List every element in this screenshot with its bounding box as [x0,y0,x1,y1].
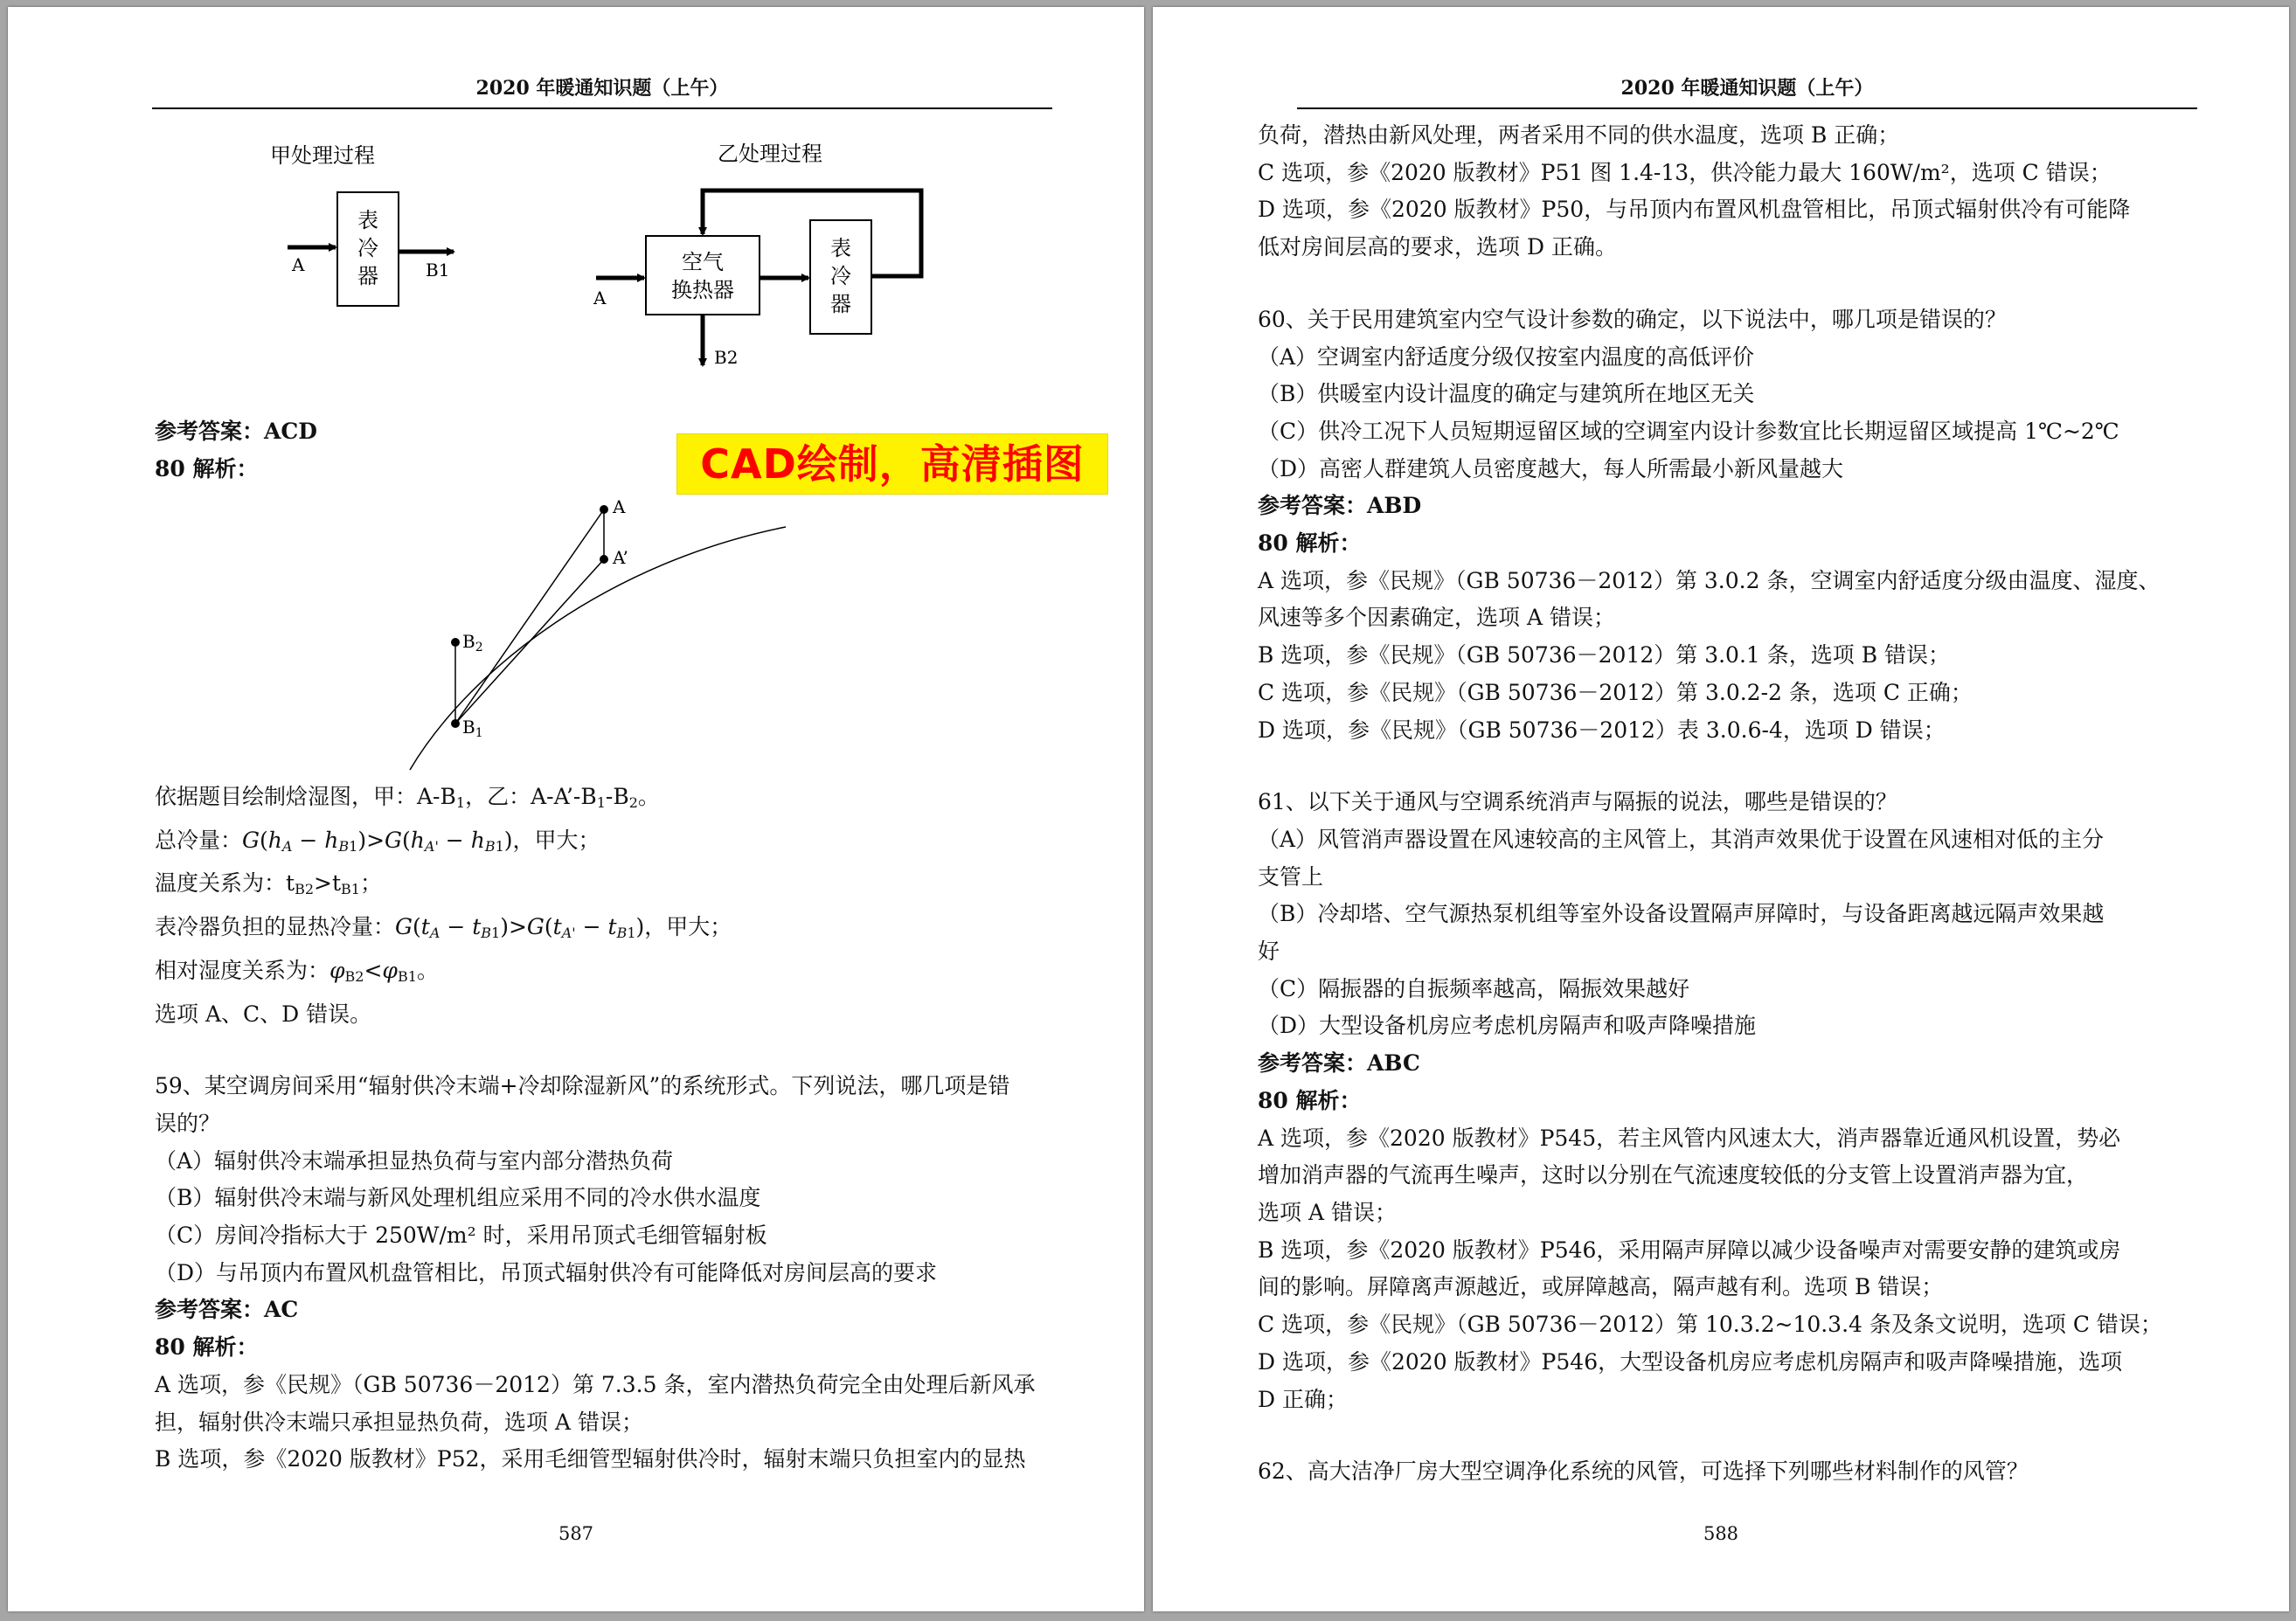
q59-title-1: 59、某空调房间采用“辐射供冷末端+冷却除湿新风”的系统形式。下列说法，哪几项是错 [155,1073,1010,1099]
q60-option-d: （D）高密人群建筑人员密度越大，每人所需最小新风量越大 [1258,455,1844,481]
explain-line-4: 表冷器负担的显热冷量：$G(t_A - t_{B1})>G(t_{A'} - t_{B1})$，甲大； [155,914,732,942]
label-point-a-prime: A’ [613,547,628,568]
q60-option-a: （A）空调室内舒适度分级仅按室内温度的高低评价 [1258,343,1755,370]
label-b2: B2 [714,347,739,368]
answer-60: 参考答案：ABD [1258,493,1422,519]
heat-exchanger-box [646,236,760,315]
q61-option-a-2: 支管上 [1258,863,1324,890]
page-588 [1153,7,2289,1611]
q61-exp-7: D 选项，参《2020 版教材》P546，大型设备机房应考虑机房隔声和吸声降噪措施，选项 [1258,1348,2123,1375]
explain-line-3: 温度关系为：$t_{B2}>t_{B1}$； [155,870,382,898]
q59-option-c: （C）房间冷指标大于 250W/m² 时，采用吊顶式毛细管辐射板 [155,1223,767,1249]
line-a-b1 [455,509,604,724]
explain-line-5: 相对湿度关系为：$\varphi_{B2}<\varphi_{B1}$。 [155,957,439,985]
top-line-3: D 选项，参《2020 版教材》P50，与吊顶内布置风机盘管相比，吊顶式辐射供冷有可能降 [1258,197,2131,223]
q60-option-c: （C）供冷工况下人员短期逗留区域的空调室内设计参数宜比长期逗留区域提高 1℃~2℃ [1258,418,2119,444]
q61-exp-2: 增加消声器的气流再生噪声，这时以分别在气流速度较低的分支管上设置消声器为宜， [1258,1162,2089,1188]
point-a [600,505,608,514]
top-line-2: C 选项，参《2020 版教材》P51 图 1.4-13，供冷能力最大 160W/m²，选项 C 错误； [1258,159,2112,185]
q60-exp-3: B 选项，参《民规》（GB 50736－2012）第 3.0.1 条，选项 B 错误； [1258,642,1951,668]
q60-exp-4: C 选项，参《民规》（GB 50736－2012）第 3.0.2-2 条，选项 C 正确； [1258,679,1973,705]
page-header: 2020 年暖通知识题（上午） [152,73,1052,109]
cooler-right-char-2: 冷 [830,264,851,288]
q61-option-c: （C）隔振器的自振频率越高，隔振效果越好 [1258,975,1690,1001]
q60-exp-2: 风速等多个因素确定，选项 A 错误； [1258,605,1615,631]
analysis-58: 80 解析： [155,455,259,481]
right-page-body [1258,117,2167,1491]
heat-exchanger-line1: 空气 [682,250,724,274]
explanation-58 [155,779,1050,1479]
explain-line-2: 总冷量：$G(h_A - h_{B1})>G(h_{A'} - h_{B1})$，甲大； [155,827,600,855]
label-a-left: A [292,254,305,275]
q61-title: 61、以下关于通风与空调系统消声与隔振的说法，哪些是错误的？ [1258,789,1897,815]
point-a-prime [600,555,608,564]
analysis-59: 80 解析： [155,1334,259,1361]
q59-option-b: （B）辐射供冷末端与新风处理机组应采用不同的冷水供水温度 [155,1185,761,1211]
cooler-char-1: 表 [357,208,378,232]
page-number: 588 [1703,1523,1739,1544]
q60-option-b: （B）供暖室内设计温度的确定与建筑所在地区无关 [1258,381,1755,407]
q62-title: 62、高大洁净厂房大型空调净化系统的风管，可选择下列哪些材料制作的风管？ [1258,1458,2029,1485]
cooler-right-char-1: 表 [830,236,851,260]
cooler-char-2: 冷 [357,236,378,260]
q59-exp-2: 担，辐射供冷末端只承担显热负荷，选项 A 错误； [155,1409,643,1435]
label-a-right: A [593,287,607,308]
top-line-4: 低对房间层高的要求，选项 D 正确。 [1258,234,1617,260]
q59-title-2: 误的？ [155,1110,221,1136]
answer-61: 参考答案：ABC [1258,1050,1420,1077]
q60-exp-5: D 选项，参《民规》（GB 50736－2012）表 3.0.6-4，选项 D 错误； [1258,717,1946,743]
q61-exp-3: 选项 A 错误； [1258,1199,1397,1225]
answer-58-block [155,413,1050,488]
q61-option-b-1: （B）冷却塔、空气源热泵机组等室外设备设置隔声屏障时，与设备距离越远隔声效果越 [1258,901,2105,927]
q61-option-a-1: （A）风管消声器设置在风速较高的主风管上，其消声效果优于设置在风速相对低的主分 [1258,826,2105,852]
q61-exp-6: C 选项，参《民规》（GB 50736－2012）第 10.3.2~10.3.4 条及条文说明，选项 C 错误； [1258,1312,2162,1338]
explain-line-6: 选项 A、C、D 错误。 [155,1001,372,1027]
cooler-right-char-3: 器 [830,292,851,316]
q61-option-d: （D）大型设备机房应考虑机房隔声和吸声降噪措施 [1258,1013,1757,1039]
label-point-b2: $B_2$ [462,631,483,655]
q61-exp-4: B 选项，参《2020 版教材》P546，采用隔声屏障以减少设备噪声对需要安静的建筑或房 [1258,1237,2121,1263]
page-number: 587 [558,1523,594,1544]
right-process-title: 乙处理过程 [718,142,822,166]
label-point-b1: $B_1$ [462,717,483,740]
answer-58: 参考答案：ACD [155,419,317,444]
q61-exp-8: D 正确； [1258,1386,1348,1412]
q59-option-a: （A）辐射供冷末端承担显热负荷与室内部分潜热负荷 [155,1147,674,1174]
q61-exp-1: A 选项，参《2020 版教材》P545，若主风管内风速太大，消声器靠近通风机设置，势必 [1258,1125,2121,1151]
q59-option-d: （D）与吊顶内布置风机盘管相比，吊顶式辐射供冷有可能降低对房间层高的要求 [155,1259,938,1285]
heat-exchanger-line2: 换热器 [671,278,734,302]
label-point-a: A [613,496,626,517]
q61-option-b-2: 好 [1258,939,1280,965]
page-587 [8,7,1144,1611]
q60-title: 60、关于民用建筑室内空气设计参数的确定，以下说法中，哪几项是错误的？ [1258,306,2007,332]
explain-line-1: 依据题目绘制焓湿图，甲：$A-B_1$，乙：$A-A’-B_1-B_2$。 [155,784,660,811]
cad-stamp: CAD绘制，高清插图 [676,433,1108,495]
analysis-60: 80 解析： [1258,530,1362,557]
label-b1: B1 [426,260,450,281]
psychrometric-sketch [401,492,838,780]
answer-59: 参考答案：AC [155,1297,299,1323]
q59-exp-1: A 选项，参《民规》（GB 50736－2012）第 7.3.5 条，室内潜热负荷完全由处理后新风承 [155,1371,1036,1397]
q59-exp-3: B 选项，参《2020 版教材》P52，采用毛细管型辐射供冷时，辐射末端只负担室内的显热 [155,1446,1026,1472]
top-line-1: 负荷，潜热由新风处理，两者采用不同的供水温度，选项 B 正确； [1258,122,1900,148]
q60-exp-1: A 选项，参《民规》（GB 50736－2012）第 3.0.2 条，空调室内舒适度分级由温度、湿度、 [1258,567,2161,593]
cooler-char-3: 器 [357,264,378,288]
point-b1 [451,719,460,728]
page-header: 2020 年暖通知识题（上午） [1297,73,2197,109]
q61-exp-5: 间的影响。屏障离声源越近，或屏障越高，隔声越有利。选项 B 错误； [1258,1274,1944,1300]
left-process-title: 甲处理过程 [270,143,375,168]
point-b2 [451,638,460,647]
analysis-61: 80 解析： [1258,1087,1362,1113]
process-diagram [148,129,978,383]
